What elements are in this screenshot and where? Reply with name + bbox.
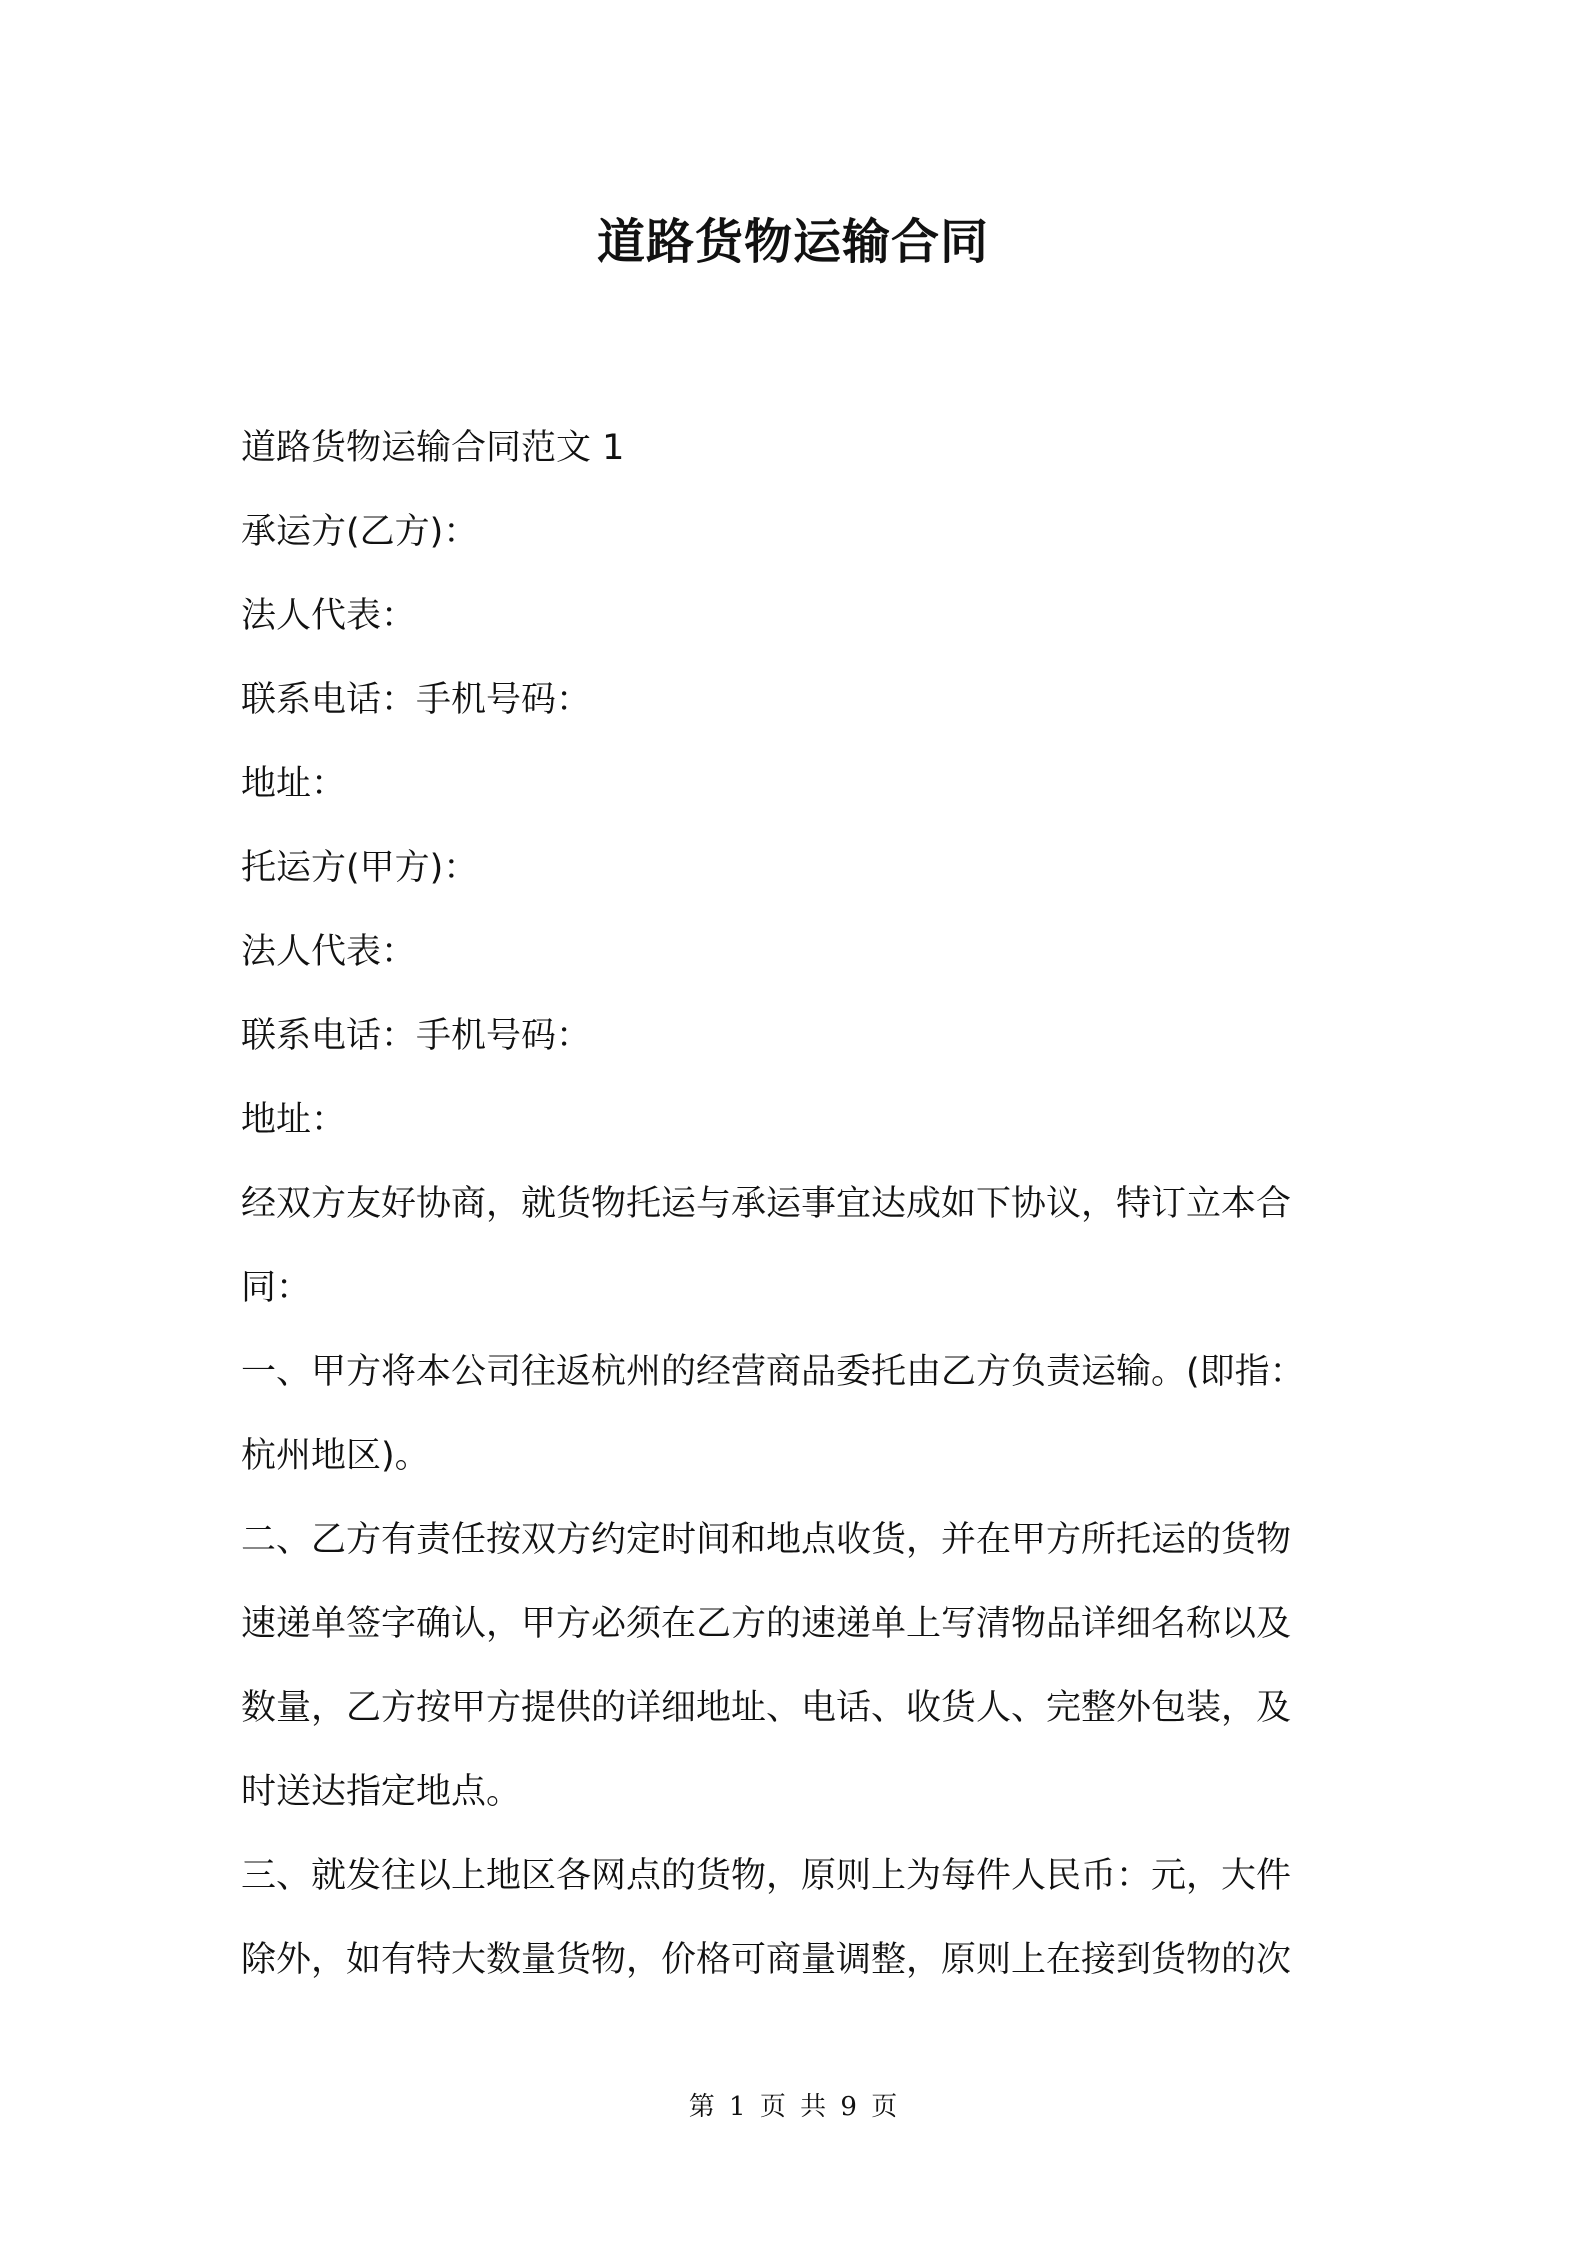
document-body [241,406,1361,2002]
body-line: 速递单签字确认，甲方必须在乙方的速递单上写清物品详细名称以及 [241,1604,1292,1644]
body-line: 三、就发往以上地区各网点的货物，原则上为每件人民币：元，大件 [241,1856,1292,1896]
body-line: 法人代表： [241,596,417,636]
body-line: 一、甲方将本公司往返杭州的经营商品委托由乙方负责运输。(即指： [241,1352,1305,1392]
body-line: 经双方友好协商，就货物托运与承运事宜达成如下协议，特订立本合 [241,1184,1292,1224]
body-line: 托运方(甲方)： [241,848,479,888]
body-line: 地址： [241,764,347,804]
body-line: 承运方(乙方)： [241,512,479,552]
body-line: 二、乙方有责任按双方约定时间和地点收货，并在甲方所托运的货物 [241,1520,1292,1560]
body-line: 地址： [241,1100,347,1140]
body-line: 同： [241,1268,312,1308]
document-title: 道路货物运输合同 [596,214,989,270]
body-line: 除外，如有特大数量货物，价格可商量调整，原则上在接到货物的次 [241,1940,1292,1980]
page-number-footer: 第 1 页 共 9 页 [688,2092,898,2122]
body-line: 时送达指定地点。 [241,1772,522,1812]
body-line: 杭州地区)。 [241,1436,430,1476]
body-line: 联系电话：手机号码： [241,1016,592,1056]
body-line: 道路货物运输合同范文 1 [241,428,625,468]
body-line: 数量，乙方按甲方提供的详细地址、电话、收货人、完整外包装，及 [241,1688,1292,1728]
body-line: 联系电话：手机号码： [241,680,592,720]
body-line: 法人代表： [241,932,417,972]
